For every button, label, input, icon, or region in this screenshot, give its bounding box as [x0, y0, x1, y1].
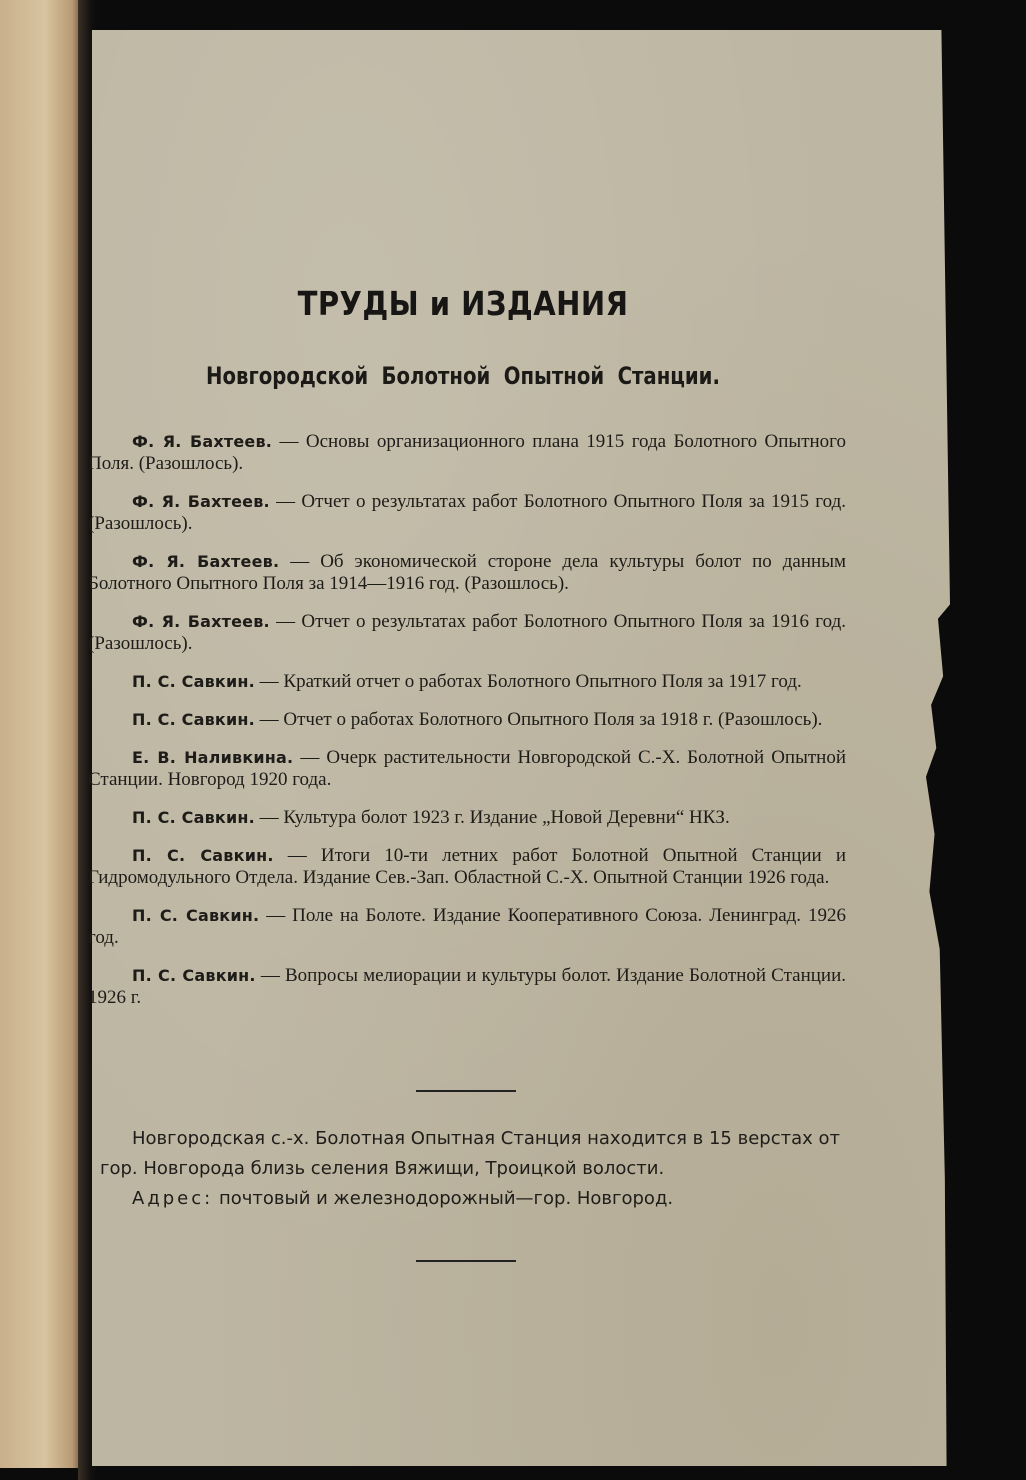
publication-author: П. С. Савкин. — [132, 710, 255, 729]
divider-rule — [416, 1260, 516, 1262]
publication-text: — Краткий отчет о работах Болотного Опытного Поля за 1917 год. — [254, 671, 802, 692]
publication-entry — [88, 671, 846, 693]
publication-text: — Поле на Болоте. Издание Кооперативного Союза. Ленинград. 1926 год. — [88, 905, 846, 948]
publication-author: П. С. Савкин. — [132, 966, 256, 985]
publication-entry — [88, 965, 846, 1009]
divider-rule — [416, 1090, 516, 1092]
publication-list — [88, 431, 846, 1025]
station-location: Новгородская с.-х. Болотная Опытная Станция находится в 15 верстах от гор. Новгорода близь селения Вяжищи, Троицкой волости. — [100, 1128, 841, 1179]
page-title: ТРУДЫ и ИЗДАНИЯ — [297, 284, 629, 323]
left-page-edge — [0, 0, 82, 1468]
publication-author: П. С. Савкин. — [132, 846, 274, 865]
publication-entry — [88, 709, 846, 731]
publication-text: — Итоги 10-ти летних работ Болотной Опытной Станции и Гидромодульного Отдела. Издание Сев.-Зап. Областной С.-Х. Опытной Станции 1926 года. — [88, 845, 846, 888]
publication-text: — Культура болот 1923 г. Издание „Новой Деревни“ НКЗ. — [254, 807, 730, 828]
publication-entry — [88, 905, 846, 949]
station-address — [100, 1184, 860, 1214]
publication-text: — Об экономической стороне дела культуры болот по данным Болотного Опытного Поля за 1914—1916 год. (Разошлось). — [88, 551, 846, 594]
publication-text: — Очерк растительности Новгородской С.-Х. Болотной Опытной Станции. Новгород 1920 года. — [88, 747, 846, 790]
publication-entry — [88, 845, 846, 889]
station-note — [100, 1124, 860, 1214]
page-subtitle: Новгородской Болотной Опытной Станции. — [206, 362, 720, 390]
publication-text: — Вопросы мелиорации и культуры болот. Издание Болотной Станции. 1926 г. — [88, 965, 846, 1008]
publication-author: Ф. Я. Бахтеев. — [132, 432, 273, 451]
address-label: Адрес: — [132, 1188, 214, 1209]
publication-entry — [88, 551, 846, 595]
publication-entry — [88, 747, 846, 791]
publication-author: П. С. Савкин. — [132, 672, 255, 691]
publication-entry — [88, 431, 846, 475]
publication-author: Ф. Я. Бахтеев. — [132, 612, 270, 631]
publication-author: Ф. Я. Бахтеев. — [132, 552, 280, 571]
publication-text: — Отчет о работах Болотного Опытного Поля за 1918 г. (Разошлось). — [254, 709, 823, 730]
publication-author: Е. В. Наливкина. — [132, 748, 294, 767]
publication-text: — Отчет о результатах работ Болотного Опытного Поля за 1916 год. (Разошлось). — [88, 611, 846, 654]
address-text: почтовый и железнодорожный—гор. Новгород. — [213, 1188, 674, 1209]
publication-author: Ф. Я. Бахтеев. — [132, 492, 270, 511]
publication-entry — [88, 611, 846, 655]
publication-text: — Отчет о результатах работ Болотного Опытного Поля за 1915 год. (Разошлось). — [88, 491, 846, 534]
publication-text: — Основы организационного плана 1915 года Болотного Опытного Поля. (Разошлось). — [88, 431, 846, 474]
publication-entry — [88, 491, 846, 535]
publication-entry — [88, 807, 846, 829]
publication-author: П. С. Савкин. — [132, 906, 260, 925]
publication-author: П. С. Савкин. — [132, 808, 255, 827]
